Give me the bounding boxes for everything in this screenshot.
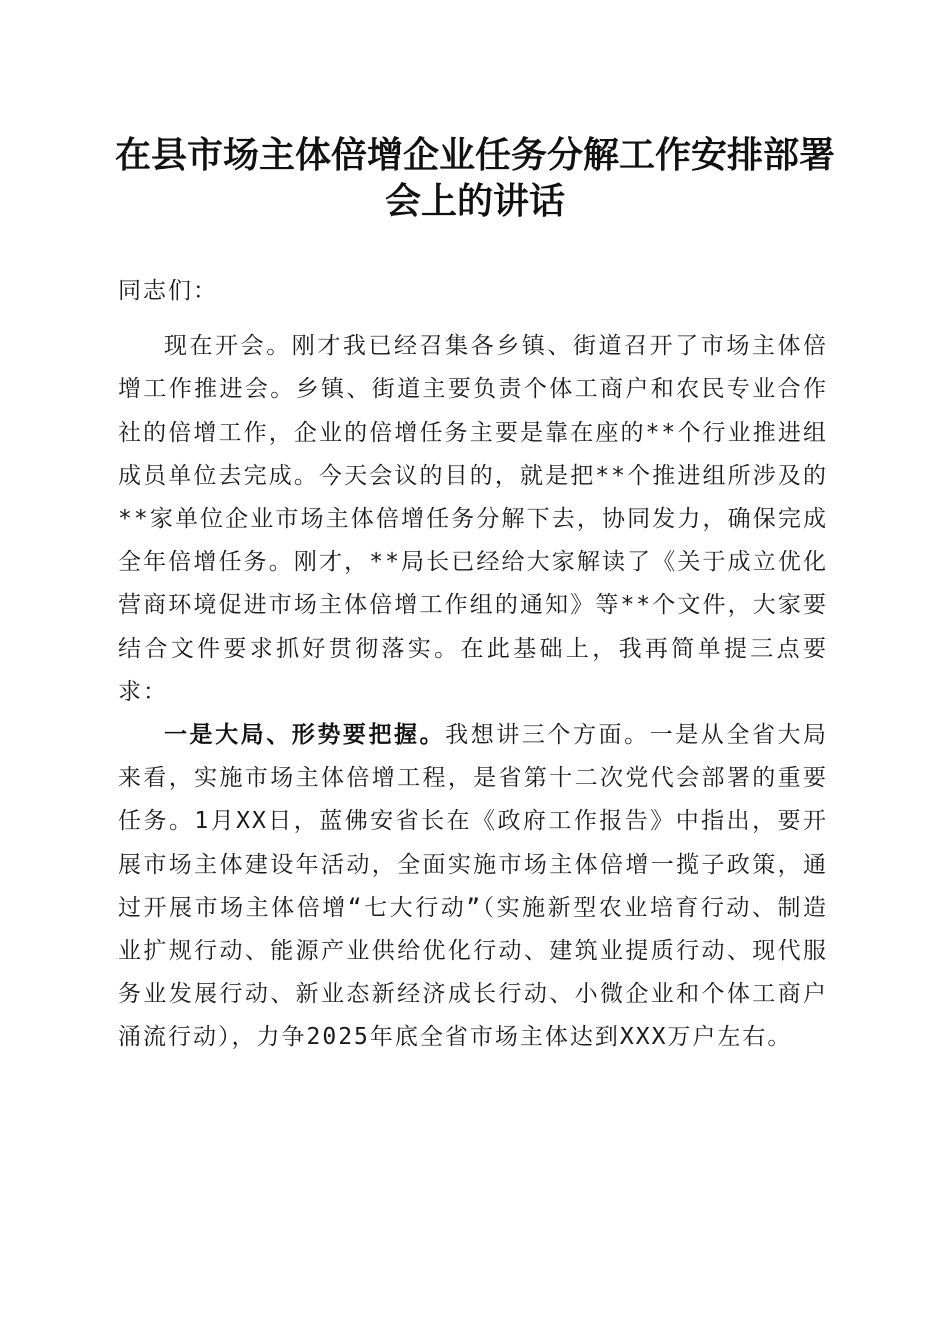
paragraph-2-heading: 一是大局、形势要把握。 — [164, 722, 446, 749]
title-line-1: 在县市场主体倍增企业任务分解工作安排部署 — [114, 134, 835, 176]
paragraph-2 — [118, 714, 828, 1060]
paragraph-2-body: 我想讲三个方面。一是从全省大局来看，实施市场主体倍增工程，是省第十二次党代会部署的重要任务。1月XX日，蓝佛安省长在《政府工作报告》中指出，要开展市场主体建设年活动，全面实施市场主体倍增一揽子政策，通过开展市场主体倍增“七大行动”（实施新型农业培育行动、制造业扩规行动、能源产业供给优化行动、建筑业提质行动、现代服务业发展行动、新业态新经济成长行动、小微企业和个体工商户涌流行动），力争2025年底全省市场主体达到XXX万户左右。 — [118, 722, 829, 1051]
paragraph-1: 现在开会。刚才我已经召集各乡镇、街道召开了市场主体倍增工作推进会。乡镇、街道主要负责个体工商户和农民专业合作社的倍增工作，企业的倍增任务主要是靠在座的**个行业推进组成员单位去完成。今天会议的目的，就是把**个推进组所涉及的**家单位企业市场主体倍增任务分解下去，协同发力，确保完成全年倍增任务。刚才，**局长已经给大家解读了《关于成立优化营商环境促进市场主体倍增工作组的通知》等**个文件，大家要结合文件要求抓好贯彻落实。在此基础上，我再简单提三点要求： — [118, 333, 828, 705]
document-title — [110, 132, 840, 224]
title-line-2: 会上的讲话 — [384, 180, 565, 222]
salutation: 同志们： — [118, 278, 218, 304]
document-body — [118, 270, 828, 1060]
